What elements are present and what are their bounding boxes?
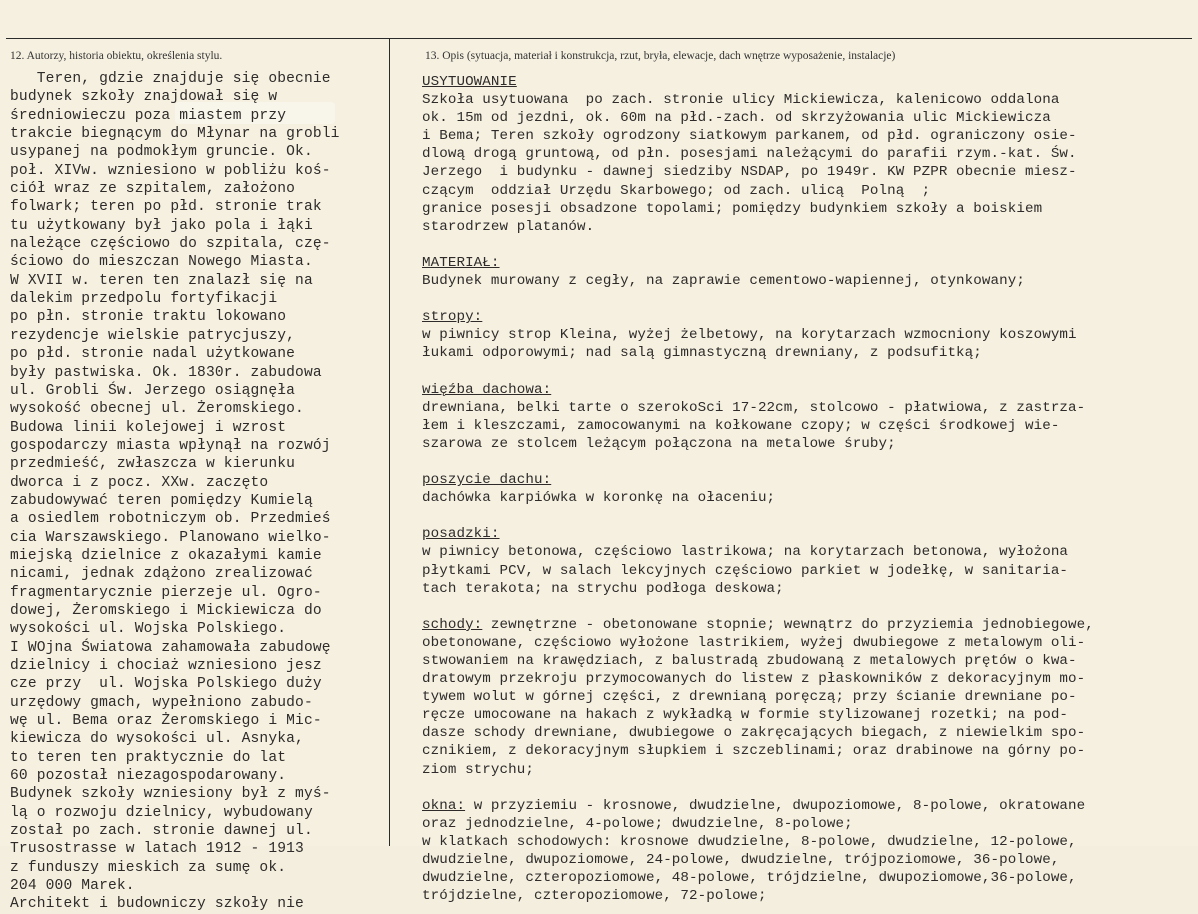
- history-line: lą o rozwoju dzielnicy, wybudowany: [10, 804, 313, 821]
- history-line: to teren ten praktycznie do lat: [10, 749, 287, 766]
- description-line: dasze schody drewniane, dwubiegowe o zakręcających biegach, z niewielkim spo-: [422, 725, 1086, 742]
- description-line: dratowym przekroju przymocowanych do listew z płaskowników z dekoracyjnym mo-: [422, 671, 1086, 688]
- section-poszycie: [422, 489, 1196, 507]
- section-heading-material: MATERIAŁ:: [422, 254, 500, 271]
- description-line: ok. 15m od jezdni, ok. 60m na płd.-zach. od skrzyżowania ulic Mickiewicza: [422, 110, 1051, 127]
- description-line: trójdzielne, czteropoziomowe, 72-polowe;: [422, 888, 767, 905]
- history-line: urzędowy gmach, wypełniono zabudo-: [10, 694, 313, 711]
- history-line: W XVII w. teren ten znalazł się na: [10, 272, 313, 289]
- description-line: tywem wolut w górnej części, z drewnianą poręczą; przy ścianie drewniane po-: [422, 689, 1077, 706]
- description-line: drewniana, belki tarte o szerokoSci 17-22cm, stolcowo - płatwiowa, z zastrza-: [422, 399, 1086, 416]
- history-line: były pastwiska. Ok. 1830r. zabudowa: [10, 364, 322, 381]
- section-posadzki: [422, 543, 1196, 597]
- history-line: cia Warszawskiego. Planowano wielko-: [10, 529, 331, 546]
- section-heading-wiezba: więźba dachowa:: [422, 381, 552, 398]
- description-line: łem i kleszczami, zamocowanymi na kołkowane czopy; w części środkowej wie-: [422, 417, 1060, 434]
- section-wiezba: [422, 399, 1196, 453]
- history-line: po płn. stronie traktu lokowano: [10, 309, 287, 326]
- history-line: budynek szkoły znajdował się w: [10, 89, 278, 106]
- description-line: cznikiem, z dekoracyjnym słupkiem i szczeblinami; oraz drabinowe na górny po-: [422, 743, 1086, 760]
- description-line: czącym oddział Urzędu Skarbowego; od zach. ulicą Polną ;: [422, 182, 931, 199]
- history-line: gospodarczy miasta wpłynął na rozwój: [10, 437, 331, 454]
- top-rule: [6, 38, 1192, 39]
- description-line: w piwnicy betonowa, częściowo lastrikowa; na korytarzach betonowa, wyłożona: [422, 544, 1069, 561]
- history-line: Trusostrasse w latach 1912 - 1913: [10, 841, 304, 858]
- history-line: dworca i z pocz. XXw. zaczęto: [10, 474, 269, 491]
- history-line: 204 000 Marek.: [10, 878, 135, 895]
- description-line: ziom strychu;: [422, 761, 534, 778]
- section-heading-stropy: stropy:: [422, 309, 483, 326]
- section-stropy: [422, 326, 1196, 362]
- description-line: i Bema; Teren szkoły ogrodzony siatkowym parkanem, od płd. ograniczony osie-: [422, 128, 1077, 145]
- description-line: dachówka karpiówka w koronkę na ołaceniu;: [422, 490, 776, 507]
- description-line: tach terakota; na strychu podłoga deskowa;: [422, 580, 784, 597]
- description-line: dwudzielne, czteropoziomowe, 48-polowe, trójdzielne, dwupoziomowe,36-polowe,: [422, 870, 1077, 887]
- section-okna: [422, 815, 1196, 905]
- description-line: Jerzego i budynku - dawnej siedziby NSDAP, po 1949r. KW PZPR obecnie miesz-: [422, 164, 1077, 181]
- section-heading-posadzki: posadzki:: [422, 526, 500, 543]
- history-line: rezydencje wielskie patrycjuszy,: [10, 327, 296, 344]
- description-line: łukami odporowymi; nad salą gimnastyczną drewniany, z podsufitką;: [422, 345, 982, 362]
- history-line: Budynek szkoły wzniesiony był z myś-: [10, 786, 331, 803]
- history-line: dzielnicy i chociaż wzniesiono jesz: [10, 658, 322, 674]
- section-schody: [422, 634, 1196, 779]
- description-line: stwowaniem na krawędziach, z balustradą zbudowaną z metalowych prętów o kwa-: [422, 653, 1077, 669]
- section-heading-usytuowanie: USYTUOWANIE: [422, 74, 517, 90]
- description-line: dlową drogą gruntową, od płn. posesjami należącymi do parafii rzym.-kat. Św.: [422, 146, 1077, 163]
- history-line: z funduszy mieskich za sumę ok.: [10, 859, 287, 876]
- history-text: [10, 70, 392, 914]
- history-line: Architekt i budowniczy szkoły nie: [10, 896, 304, 913]
- history-line: ściowo do mieszczan Nowego Miasta.: [10, 254, 313, 271]
- description-line: oraz jednodzielne, 4-polowe; dwudzielne, 8-polowe;: [422, 815, 853, 832]
- history-line: tu użytkowany był jako pola i łąki: [10, 217, 313, 234]
- section-heading-poszycie: poszycie dachu:: [422, 472, 552, 489]
- history-line: należące częściowo do szpitala, czę-: [10, 236, 331, 253]
- history-line: usypanej na podmokłym gruncie. Ok.: [10, 144, 313, 161]
- description-line: Budynek murowany z cegły, na zaprawie cementowo-wapiennej, otynkowany;: [422, 273, 1025, 290]
- history-line: nicami, jednak zdążono zrealizować: [10, 566, 313, 583]
- section-material: [422, 272, 1196, 290]
- history-line: poł. XIVw. wzniesiono w pobliżu koś-: [10, 162, 331, 179]
- history-line: wę ul. Bema oraz Żeromskiego i Mic-: [10, 713, 322, 730]
- description-line: szarowa ze stolcem leżącym połączona na metalowe śruby;: [422, 435, 896, 452]
- history-line: dalekim przedpolu fortyfikacji: [10, 291, 278, 308]
- right-column-heading: 13. Opis (sytuacja, materiał i konstrukcja, rzut, bryła, elewacje, dach wnętrze wyposażenie, instalacje): [425, 50, 896, 62]
- description-line: w piwnicy strop Kleina, wyżej żelbetowy, na korytarzach wzmocniony koszowymi: [422, 327, 1077, 344]
- history-line: dowej, Żeromskiego i Mickiewicza do: [10, 602, 322, 619]
- history-line: fragmentarycznie pierzeje ul. Ogro-: [10, 584, 322, 601]
- section-okna-first-line: okna: w przyziemiu - krosnowe, dwudzielne, dwupoziomowe, 8-polowe, okratowane: [422, 797, 1086, 814]
- history-line: folwark; teren po płd. stronie trak: [10, 199, 322, 216]
- history-line: wysokość obecnej ul. Żeromskiego.: [10, 401, 304, 418]
- history-line: Teren, gdzie znajduje się obecnie: [10, 71, 331, 87]
- description-line: starodrzew platanów.: [422, 218, 595, 235]
- history-line: trakcie biegnącym do Młynar na grobli: [10, 126, 340, 143]
- history-line: ul. Grobli Św. Jerzego osiągnęła: [10, 382, 296, 399]
- history-line: kiewicza do wysokości ul. Asnyka,: [10, 731, 304, 748]
- section-usytuowanie: [422, 91, 1196, 236]
- description-line: w klatkach schodowych: krosnowe dwudzielne, 8-polowe, dwudzielne, 12-polowe,: [422, 833, 1077, 850]
- history-line: I WOjna Światowa zahamowała zabudowę: [10, 639, 331, 656]
- history-line: ciół wraz ze szpitalem, założono: [10, 181, 296, 198]
- description-line: granice posesji obsadzone topolami; pomiędzy budynkiem szkoły a boiskiem: [422, 200, 1043, 217]
- left-column-heading: 12. Autorzy, historia obiektu, określenia stylu.: [10, 50, 223, 62]
- description-text: [422, 73, 1196, 905]
- history-line: przedmieść, zwłaszcza w kierunku: [10, 456, 296, 473]
- section-schody-first-line: schody: zewnętrzne - obetonowane stopnie; wewnątrz do przyziemia jednobiegowe,: [422, 616, 1094, 633]
- description-line: obetonowane, częściowo wyłożone lastrikiem, wyżej dwubiegowe z metalowym oli-: [422, 634, 1086, 651]
- history-line: wysokości ul. Wojska Polskiego.: [10, 621, 287, 638]
- history-line: a osiedlem robotniczym ob. Przedmieś: [10, 511, 331, 528]
- history-line: miejską dzielnice z okazałymi kamie: [10, 547, 322, 564]
- description-line: dwudzielne, dwupoziomowe, 24-polowe, dwudzielne, trójpoziomowe, 36-polowe,: [422, 852, 1060, 869]
- history-line: Budowa linii kolejowej i wzrost: [10, 419, 287, 436]
- history-line: po płd. stronie nadal użytkowane: [10, 346, 296, 363]
- history-line: zabudowywać teren pomiędzy Kumielą: [10, 492, 313, 509]
- history-line: został po zach. stronie dawnej ul.: [10, 823, 313, 840]
- history-line: cze przy ul. Wojska Polskiego duży: [10, 676, 322, 693]
- history-line: 60 pozostał niezagospodarowany.: [10, 768, 287, 785]
- history-line: średniowieczu poza miastem przy: [10, 107, 287, 124]
- description-line: płytkami PCV, w salach lekcyjnych częściowo parkiet w jodełkę, w sanitaria-: [422, 562, 1069, 579]
- description-line: Szkoła usytuowana po zach. stronie ulicy Mickiewicza, kalenicowo oddalona: [422, 92, 1060, 109]
- description-line: ręcze umocowane na hakach z wykładką w formie stylizowanej rozetki; na pod-: [422, 707, 1069, 724]
